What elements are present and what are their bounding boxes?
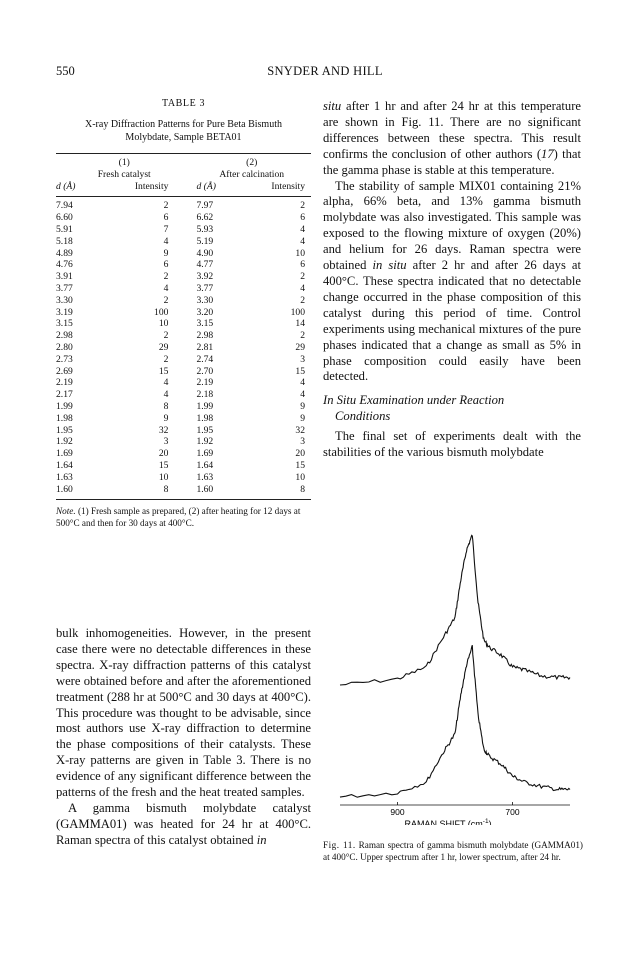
- intensity-calcined-cell: 100: [290, 306, 305, 318]
- d-calcined-cell: 1.99: [196, 400, 214, 412]
- table-row: [56, 236, 311, 248]
- text-run: The stability of sample MIX01 containing 21% alpha, 66% beta, and 13% gamma bismuth molybdate was also investigated. This sample was exposed to the flowing mixture of oxygen (20%) and helium for 26 days. Raman spectra were obtained: [323, 178, 581, 273]
- table-row: [56, 271, 311, 283]
- table-caption: TABLE 3: [161, 98, 206, 109]
- intensity-fresh-cell: 4: [163, 389, 169, 401]
- figure-caption-text: Raman spectra of gamma bismuth molybdate (GAMMA01) at 400°C. Upper spectrum after 1 hr, lower spectrum, after 24 hr.: [323, 840, 583, 862]
- intensity-calcined-cell: 32: [295, 424, 305, 436]
- d-fresh-cell: 1.99: [56, 400, 73, 412]
- text-run: after 2 hr and after 26 days at 400°C. These spectra indicated that no detectable change occurred in the phase composition of this catalyst during this period of time. Control experiments using mechanical mixtures of the pure phases indicated that a change as small as 5% in phase composition could easily have been detected.: [323, 258, 582, 384]
- d-fresh-cell: 2.98: [56, 330, 73, 342]
- d-fresh-cell: 1.63: [56, 471, 73, 483]
- section-heading-line: In Situ Examination under Reaction: [323, 393, 505, 408]
- d-fresh-cell: 5.18: [56, 235, 73, 247]
- d-fresh-cell: 2.19: [56, 377, 73, 389]
- col-header-d1: d (Å): [56, 180, 76, 192]
- d-fresh-cell: 2.73: [56, 353, 73, 365]
- reference: 17: [541, 146, 554, 161]
- intensity-calcined-cell: 10: [295, 247, 305, 259]
- intensity-calcined-cell: 3: [300, 436, 305, 448]
- table-row: [56, 212, 311, 224]
- table-row: [56, 472, 311, 484]
- d-fresh-cell: 4.76: [56, 259, 73, 271]
- intensity-fresh-cell: 15: [158, 459, 169, 471]
- table-title-line: Molybdate, Sample BETA01: [125, 131, 242, 143]
- d-fresh-cell: 3.91: [56, 271, 73, 283]
- intensity-fresh-cell: 9: [163, 247, 169, 259]
- intensity-calcined-cell: 2: [300, 200, 305, 212]
- spectrum-line-24hr: [340, 645, 570, 797]
- d-calcined-cell: 5.19: [196, 235, 214, 247]
- col-header-i1: Intensity: [134, 180, 169, 192]
- table-row: [56, 200, 311, 212]
- d-calcined-cell: 2.98: [196, 330, 214, 342]
- d-fresh-cell: 3.19: [56, 306, 73, 318]
- table-block: [56, 98, 311, 529]
- d-fresh-cell: 7.94: [56, 200, 73, 212]
- intensity-fresh-cell: 10: [158, 318, 169, 330]
- d-calcined-cell: 3.15: [196, 318, 214, 330]
- d-fresh-cell: 1.95: [56, 424, 73, 436]
- table-row: [56, 460, 311, 472]
- d-calcined-cell: 2.81: [196, 341, 214, 353]
- intensity-fresh-cell: 3: [163, 436, 169, 448]
- paragraph: [323, 99, 581, 179]
- d-fresh-cell: 1.92: [56, 436, 73, 448]
- d-calcined-cell: 1.92: [196, 436, 214, 448]
- table-header-rule: [56, 196, 311, 197]
- intensity-calcined-cell: 6: [300, 212, 305, 224]
- d-calcined-cell: 3.77: [196, 282, 214, 294]
- d-calcined-cell: 1.98: [196, 412, 214, 424]
- d-fresh-cell: 2.80: [56, 341, 73, 353]
- intensity-calcined-cell: 4: [300, 223, 305, 235]
- d-calcined-cell: 3.20: [196, 306, 214, 318]
- intensity-calcined-cell: 20: [295, 448, 305, 460]
- intensity-fresh-cell: 2: [163, 200, 169, 212]
- text-run: after 1 hr and after 24 hr at this temperature are shown in Fig. 11. There are no significant differences between these spectra. This result confirms the conclusion of other authors (: [323, 99, 581, 161]
- d-calcined-cell: 1.69: [196, 448, 214, 460]
- table-row: [56, 436, 311, 448]
- figure-caption-label: Fig. 11.: [323, 840, 356, 850]
- intensity-fresh-cell: 6: [163, 259, 169, 271]
- x-axis-label-sup: -1: [482, 818, 489, 825]
- intensity-calcined-cell: 4: [300, 377, 305, 389]
- intensity-calcined-cell: 15: [295, 365, 305, 377]
- section-heading-line: Conditions: [335, 409, 391, 424]
- d-calcined-cell: 3.92: [196, 271, 214, 283]
- table-row: [56, 389, 311, 401]
- table-bottom-rule: [56, 499, 311, 500]
- d-fresh-cell: 3.30: [56, 294, 73, 306]
- col-group2-label: After calcination: [219, 168, 285, 180]
- table-row: [56, 283, 311, 295]
- intensity-fresh-cell: 15: [158, 365, 169, 377]
- intensity-calcined-cell: 4: [300, 235, 305, 247]
- col-group1-num: (1): [118, 157, 130, 168]
- intensity-calcined-cell: 4: [300, 389, 305, 401]
- d-fresh-cell: 3.77: [56, 282, 73, 294]
- d-calcined-cell: 2.18: [196, 389, 214, 401]
- intensity-fresh-cell: 9: [163, 412, 169, 424]
- intensity-calcined-cell: 9: [300, 400, 305, 412]
- d-fresh-cell: 3.15: [56, 318, 73, 330]
- d-fresh-cell: 1.60: [56, 483, 73, 495]
- intensity-calcined-cell: 9: [300, 412, 305, 424]
- d-fresh-cell: 5.91: [56, 223, 73, 235]
- d-calcined-cell: 6.62: [196, 212, 214, 224]
- intensity-calcined-cell: 2: [300, 294, 305, 306]
- text-run: A gamma bismuth molybdate catalyst (GAMMA01) was heated for 24 hr at 400°C. Raman spectra of this catalyst obtained: [56, 800, 311, 847]
- intensity-fresh-cell: 100: [154, 306, 169, 318]
- intensity-calcined-cell: 2: [300, 271, 305, 283]
- col-group2-num: (2): [246, 157, 258, 168]
- intensity-fresh-cell: 4: [163, 282, 169, 294]
- intensity-calcined-cell: 15: [295, 459, 305, 471]
- paragraph: [56, 801, 311, 849]
- intensity-calcined-cell: 3: [300, 353, 305, 365]
- intensity-fresh-cell: 7: [163, 223, 169, 235]
- text-run: in: [256, 832, 267, 847]
- table-row: [56, 248, 311, 260]
- x-axis-label: [404, 818, 491, 825]
- intensity-fresh-cell: 2: [163, 353, 169, 365]
- x-axis-label-end: ): [488, 819, 492, 825]
- intensity-fresh-cell: 8: [163, 400, 169, 412]
- figure-caption: [323, 840, 583, 863]
- text-run: in situ: [372, 258, 407, 273]
- x-tick-label-700: 700: [505, 807, 520, 817]
- table-top-rule: [56, 153, 311, 154]
- intensity-calcined-cell: 4: [300, 282, 305, 294]
- d-calcined-cell: 1.60: [196, 483, 214, 495]
- page-number: 550: [56, 64, 75, 78]
- d-fresh-cell: 6.60: [56, 212, 73, 224]
- col-header-i2: Intensity: [271, 180, 305, 192]
- intensity-fresh-cell: 2: [163, 271, 169, 283]
- d-calcined-cell: 2.70: [196, 365, 214, 377]
- intensity-calcined-cell: 10: [295, 471, 305, 483]
- right-column-text: [323, 99, 581, 461]
- intensity-calcined-cell: 29: [295, 341, 305, 353]
- intensity-fresh-cell: 32: [158, 424, 169, 436]
- intensity-calcined-cell: 6: [300, 259, 305, 271]
- intensity-fresh-cell: 29: [158, 341, 169, 353]
- intensity-fresh-cell: 8: [163, 483, 169, 495]
- d-calcined-cell: 1.64: [196, 459, 214, 471]
- table-row: [56, 330, 311, 342]
- d-calcined-cell: 1.63: [196, 471, 214, 483]
- paragraph: The final set of experiments dealt with the stabilities of the various bismuth molybdate: [323, 429, 581, 460]
- intensity-fresh-cell: 2: [163, 294, 169, 306]
- d-calcined-cell: 2.19: [196, 377, 214, 389]
- table-note: [56, 506, 311, 529]
- table-row: [56, 413, 311, 425]
- table-row: [56, 295, 311, 307]
- table-row: [56, 401, 311, 413]
- table-note-text: (1) Fresh sample as prepared, (2) after heating for 12 days at 500°C and then for 30 days at 400°C.: [56, 506, 301, 528]
- raman-figure: [330, 525, 580, 825]
- table-row: [56, 318, 311, 330]
- table-row: [56, 377, 311, 389]
- table-row: [56, 366, 311, 378]
- table-row: [56, 342, 311, 354]
- intensity-fresh-cell: 2: [163, 330, 169, 342]
- table-row: [56, 425, 311, 437]
- d-calcined-cell: 4.77: [196, 259, 214, 271]
- d-fresh-cell: 1.64: [56, 459, 73, 471]
- d-calcined-cell: 5.93: [196, 223, 214, 235]
- x-axis-label-text: RAMAN SHIFT (cm: [404, 819, 483, 825]
- d-calcined-cell: 3.30: [196, 294, 214, 306]
- table-row: [56, 448, 311, 460]
- intensity-fresh-cell: 6: [163, 212, 169, 224]
- raman-spectra-plot: [330, 525, 580, 825]
- paragraph: [323, 179, 581, 386]
- intensity-fresh-cell: 4: [163, 377, 169, 389]
- table-note-label: Note.: [56, 506, 76, 517]
- paragraph: bulk inhomogeneities. However, in the present case there were no detectable differences in these spectra. X-ray diffraction patterns of this catalyst were obtained before and after the aforementioned treatment (288 hr at 500°C and 30 days at 400°C). This procedure was thought to be advisable, since most authors use X-ray diffraction to determine the phase compositions of their catalysts. These X-ray patterns are given in Table 3. There is no evidence of any significant difference between the patterns of the fresh and the heat treated samples.: [56, 626, 311, 800]
- d-calcined-cell: 7.97: [196, 200, 214, 212]
- table-row: [56, 484, 311, 496]
- intensity-fresh-cell: 10: [158, 471, 169, 483]
- table-row: [56, 354, 311, 366]
- d-fresh-cell: 2.17: [56, 389, 73, 401]
- d-fresh-cell: 2.69: [56, 365, 73, 377]
- text-run: situ: [323, 99, 342, 113]
- left-column-text: [56, 626, 311, 849]
- table-row: [56, 307, 311, 319]
- intensity-fresh-cell: 4: [163, 235, 169, 247]
- d-fresh-cell: 1.98: [56, 412, 73, 424]
- table-title-line: X-ray Diffraction Patterns for Pure Beta Bismuth: [85, 119, 282, 130]
- intensity-calcined-cell: 2: [300, 330, 305, 342]
- d-fresh-cell: 4.89: [56, 247, 73, 259]
- d-calcined-cell: 1.95: [196, 424, 214, 436]
- col-group1-label: Fresh catalyst: [97, 168, 151, 180]
- xrd-table-body: [56, 200, 311, 495]
- spectrum-line-1hr: [340, 535, 570, 685]
- col-header-d2: d (Å): [196, 180, 216, 192]
- table-title: [56, 119, 311, 144]
- intensity-calcined-cell: 8: [300, 483, 305, 495]
- d-calcined-cell: 2.74: [196, 353, 214, 365]
- xrd-table-header: [56, 157, 311, 192]
- table-row: [56, 259, 311, 271]
- d-fresh-cell: 1.69: [56, 448, 73, 460]
- page-header: [56, 64, 594, 80]
- table-row: [56, 224, 311, 236]
- d-calcined-cell: 4.90: [196, 247, 214, 259]
- x-tick-label-900: 900: [390, 807, 405, 817]
- section-heading: [323, 393, 581, 425]
- intensity-fresh-cell: 20: [158, 448, 169, 460]
- running-title: SNYDER AND HILL: [267, 64, 383, 78]
- text-run: ) that the gamma phase is stable at this temperature.: [323, 146, 581, 177]
- intensity-calcined-cell: 14: [295, 318, 305, 330]
